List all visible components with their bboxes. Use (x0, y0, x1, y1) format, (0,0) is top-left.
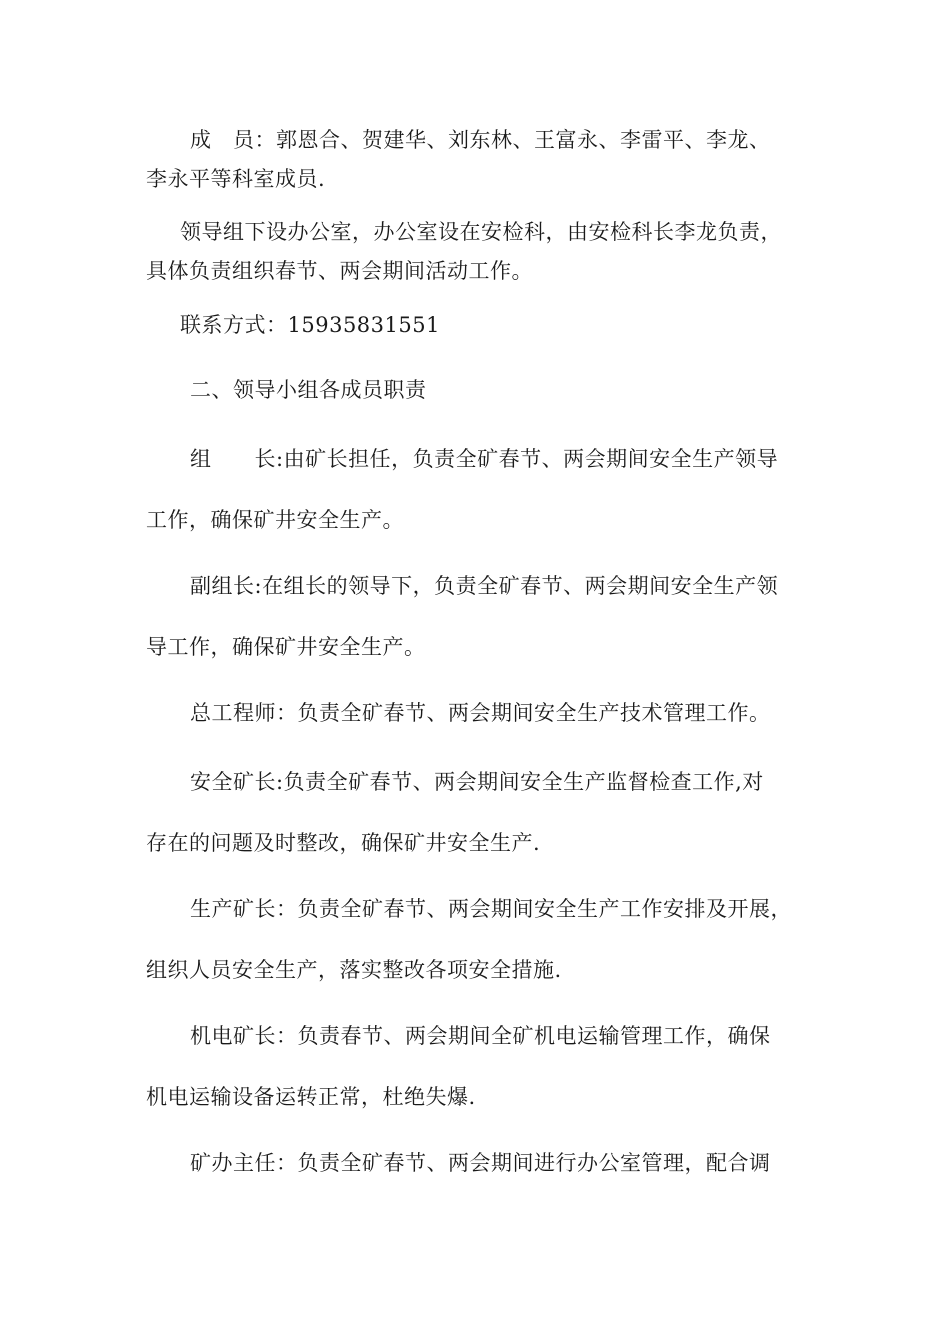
electromech-manager-duty: 机电矿长：负责春节、两会期间全矿机电运输管理工作，确保 (190, 1024, 771, 1048)
office-paragraph: 领导组下设办公室，办公室设在安检科，由安检科长李龙负责， (180, 220, 782, 244)
office-paragraph-cont: 具体负责组织春节、两会期间活动工作。 (146, 259, 533, 283)
electromech-manager-duty-cont: 机电运输设备运转正常，杜绝失爆. (146, 1085, 476, 1109)
members-line: 成 员：郭恩合、贺建华、刘东林、王富永、李雷平、李龙、 (190, 128, 771, 152)
safety-manager-duty-cont: 存在的问题及时整改，确保矿井安全生产. (146, 831, 541, 855)
office-director-duty: 矿办主任：负责全矿春节、两会期间进行办公室管理，配合调 (190, 1151, 771, 1175)
safety-manager-duty: 安全矿长:负责全矿春节、两会期间安全生产监督检查工作,对 (190, 770, 764, 794)
deputy-leader-duty: 副组长:在组长的领导下，负责全矿春节、两会期间安全生产领 (190, 574, 779, 598)
contact-line: 联系方式：15935831551 (180, 313, 440, 337)
section-heading: 二、领导小组各成员职责 (190, 378, 427, 402)
leader-duty-cont: 工作，确保矿井安全生产。 (146, 508, 404, 532)
chief-engineer-duty: 总工程师：负责全矿春节、两会期间安全生产技术管理工作。 (190, 701, 771, 725)
production-manager-duty: 生产矿长：负责全矿春节、两会期间安全生产工作安排及开展， (190, 897, 792, 921)
deputy-leader-duty-cont: 导工作，确保矿井安全生产。 (146, 635, 426, 659)
production-manager-duty-cont: 组织人员安全生产，落实整改各项安全措施. (146, 958, 562, 982)
members-line-cont: 李永平等科室成员. (146, 167, 326, 191)
leader-duty: 组 长:由矿长担任，负责全矿春节、两会期间安全生产领导 (190, 447, 779, 471)
